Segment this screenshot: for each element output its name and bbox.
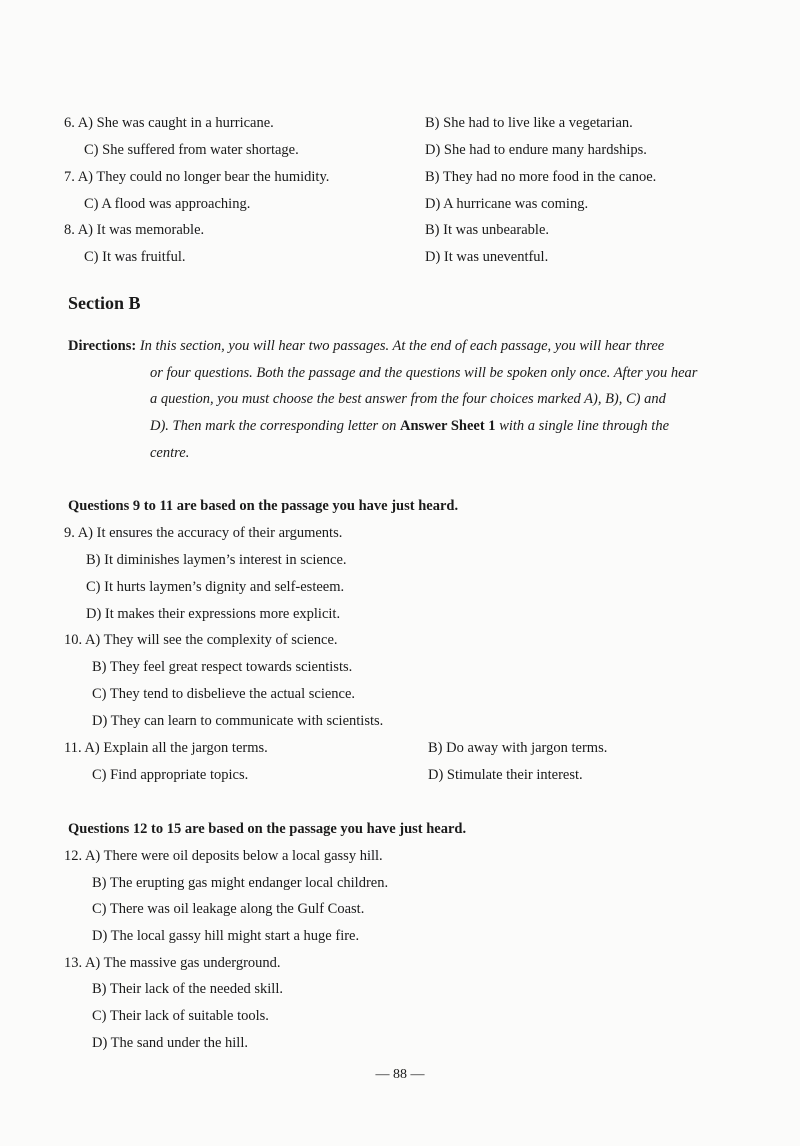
q9-option-a: 9. A) It ensures the accuracy of their arguments. [64,525,343,541]
q6-option-b: B) She had to live like a vegetarian. [425,115,633,131]
q13-option-b: B) Their lack of the needed skill. [92,981,283,997]
directions-text-1: In this section, you will hear two passages. At the end of each passage, you will hear three [139,338,665,354]
q11-option-c: C) Find appropriate topics. [92,767,249,783]
page-number: — 88 — [375,1067,425,1082]
q10-option-c: C) They tend to disbelieve the actual science. [92,686,356,702]
q10-option-d: D) They can learn to communicate with scientists. [92,713,384,729]
directions-line-1 [68,337,664,355]
q11-option-d: D) Stimulate their interest. [428,767,583,783]
q8-option-b: B) It was unbearable. [425,222,550,238]
directions-line-3: a question, you must choose the best answer from the four choices marked A), B), C) and [150,391,666,407]
directions-text-4-tail: with a single line through the [499,418,670,434]
q9-option-b: B) It diminishes laymen’s interest in science. [86,552,347,568]
q8-option-a: 8. A) It was memorable. [64,222,205,238]
section-heading: Section B [68,293,141,313]
group2-header: Questions 12 to 15 are based on the passage you have just heard. [68,821,467,837]
q6-option-a: 6. A) She was caught in a hurricane. [64,115,274,131]
q13-option-a: 13. A) The massive gas underground. [64,955,281,971]
q8-option-d: D) It was uneventful. [425,249,549,265]
q10-option-a: 10. A) They will see the complexity of science. [64,632,338,648]
q13-option-c: C) Their lack of suitable tools. [92,1008,269,1024]
group1-header: Questions 9 to 11 are based on the passage you have just heard. [68,498,459,514]
directions-line-4 [150,417,669,435]
q7-option-d: D) A hurricane was coming. [425,196,589,212]
q12-option-b: B) The erupting gas might endanger local children. [92,875,389,891]
directions-label: Directions: [68,338,137,354]
directions-text-4: D). Then mark the corresponding letter on [150,418,397,434]
q11-option-a: 11. A) Explain all the jargon terms. [64,740,268,756]
q13-option-d: D) The sand under the hill. [92,1035,248,1051]
q12-option-d: D) The local gassy hill might start a huge fire. [92,928,360,944]
q11-option-b: B) Do away with jargon terms. [428,740,608,756]
directions-line-5: centre. [150,445,190,461]
q12-option-a: 12. A) There were oil deposits below a local gassy hill. [64,848,383,864]
q12-option-c: C) There was oil leakage along the Gulf Coast. [92,901,365,917]
q10-option-b: B) They feel great respect towards scientists. [92,659,353,675]
q7-option-b: B) They had no more food in the canoe. [425,169,657,185]
q8-option-c: C) It was fruitful. [84,249,186,265]
q6-option-c: C) She suffered from water shortage. [84,142,299,158]
q9-option-c: C) It hurts laymen’s dignity and self-esteem. [86,579,345,595]
directions-line-2: or four questions. Both the passage and the questions will be spoken only once. After you hear [150,365,698,381]
answer-sheet-ref: Answer Sheet 1 [399,418,496,434]
q7-option-c: C) A flood was approaching. [84,196,251,212]
q9-option-d: D) It makes their expressions more explicit. [86,606,341,622]
q7-option-a: 7. A) They could no longer bear the humidity. [64,169,330,185]
q6-option-d: D) She had to endure many hardships. [425,142,647,158]
